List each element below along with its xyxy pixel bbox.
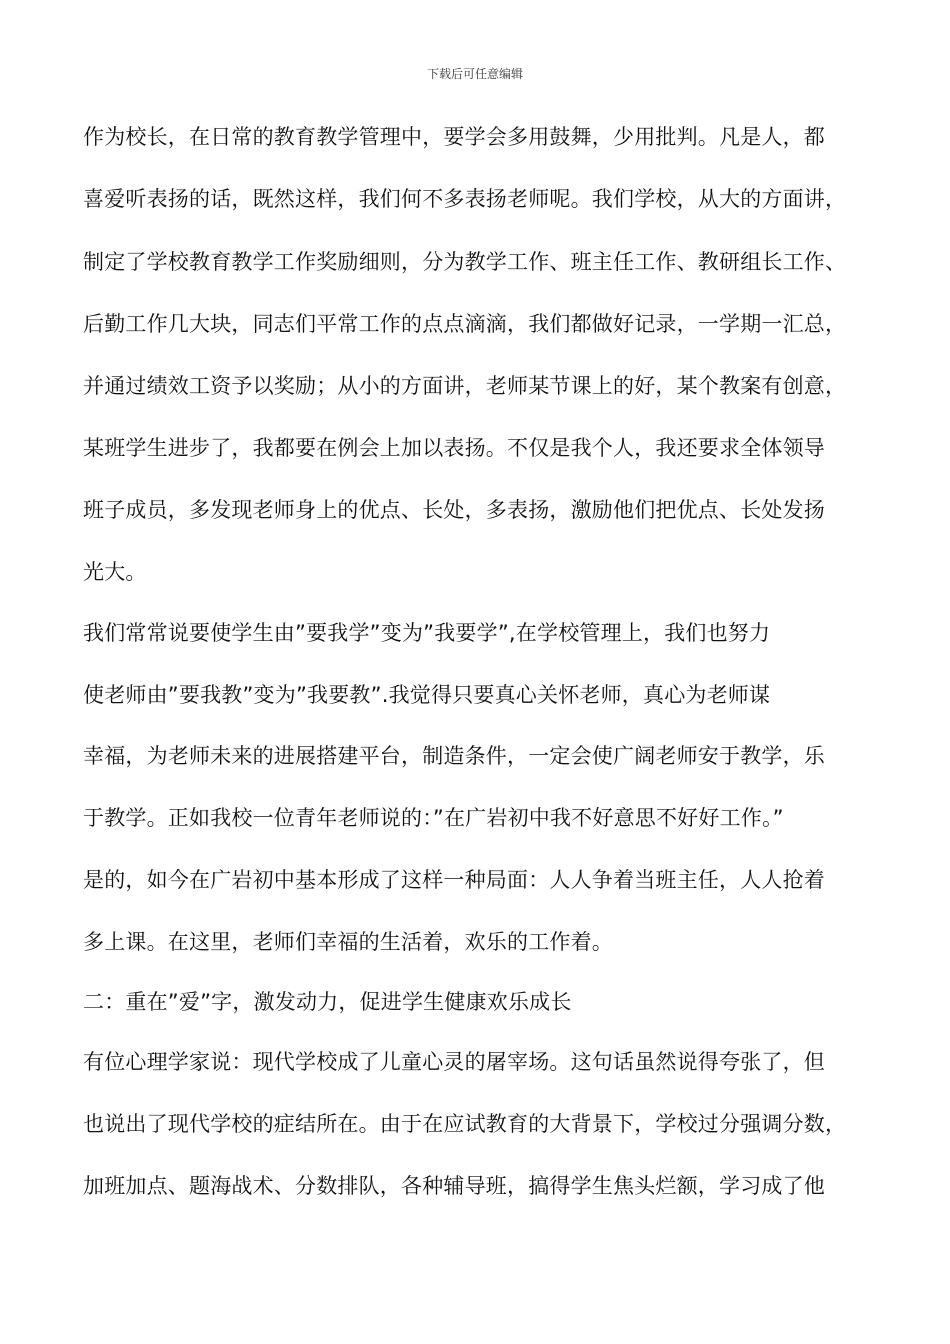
text-line: 是的，如今在广岩初中基本形成了这样一种局面：人人争着当班主任，人人抢着 xyxy=(83,868,825,892)
text-line: 喜爱听表扬的话，既然这样，我们何不多表扬老师呢。我们学校，从大的方面讲， xyxy=(83,187,847,211)
text-line: 后勤工作几大块，同志们平常工作的点点滴滴，我们都做好记录，一学期一汇总， xyxy=(83,312,847,336)
text-line: 某班学生进步了，我都要在例会上加以表扬。不仅是我个人，我还要求全体领导 xyxy=(83,436,825,460)
text-line: 加班加点、题海战术、分数排队，各种辅导班，搞得学生焦头烂额，学习成了他 xyxy=(83,1174,825,1198)
text-line: 幸福，为老师未来的进展搭建平台，制造条件，一定会使广阔老师安于教学，乐 xyxy=(83,744,825,768)
text-line: 并通过绩效工资予以奖励；从小的方面讲，老师某节课上的好，某个教案有创意， xyxy=(83,374,847,398)
section-heading: 二：重在”爱”字，激发动力，促进学生健康欢乐成长 xyxy=(83,990,572,1014)
text-line: 于教学。正如我校一位青年老师说的：”在广岩初中我不好意思不好好工作。” xyxy=(83,806,784,830)
text-line: 有位心理学家说：现代学校成了儿童心灵的屠宰场。这句话虽然说得夸张了，但 xyxy=(83,1050,825,1074)
text-line: 光大。 xyxy=(83,560,147,584)
text-line: 也说出了现代学校的症结所在。由于在应试教育的大背景下，学校过分强调分数， xyxy=(83,1112,847,1136)
text-line: 作为校长，在日常的教育教学管理中，要学会多用鼓舞，少用批判。凡是人，都 xyxy=(83,125,825,149)
text-line: 使老师由”要我教”变为”我要教”.我觉得只要真心关怀老师，真心为老师谋 xyxy=(83,683,771,707)
text-line: 制定了学校教育教学工作奖励细则，分为教学工作、班主任工作、教研组长工作、 xyxy=(83,250,847,274)
text-line: 多上课。在这里，老师们幸福的生活着，欢乐的工作着。 xyxy=(83,930,613,954)
page-header: 下载后可任意编辑 xyxy=(426,67,523,81)
text-line: 我们常常说要使学生由”要我学”变为”我要学”,在学校管理上，我们也努力 xyxy=(83,621,771,645)
text-line: 班子成员，多发现老师身上的优点、长处，多表扬，激励他们把优点、长处发扬 xyxy=(83,498,825,522)
